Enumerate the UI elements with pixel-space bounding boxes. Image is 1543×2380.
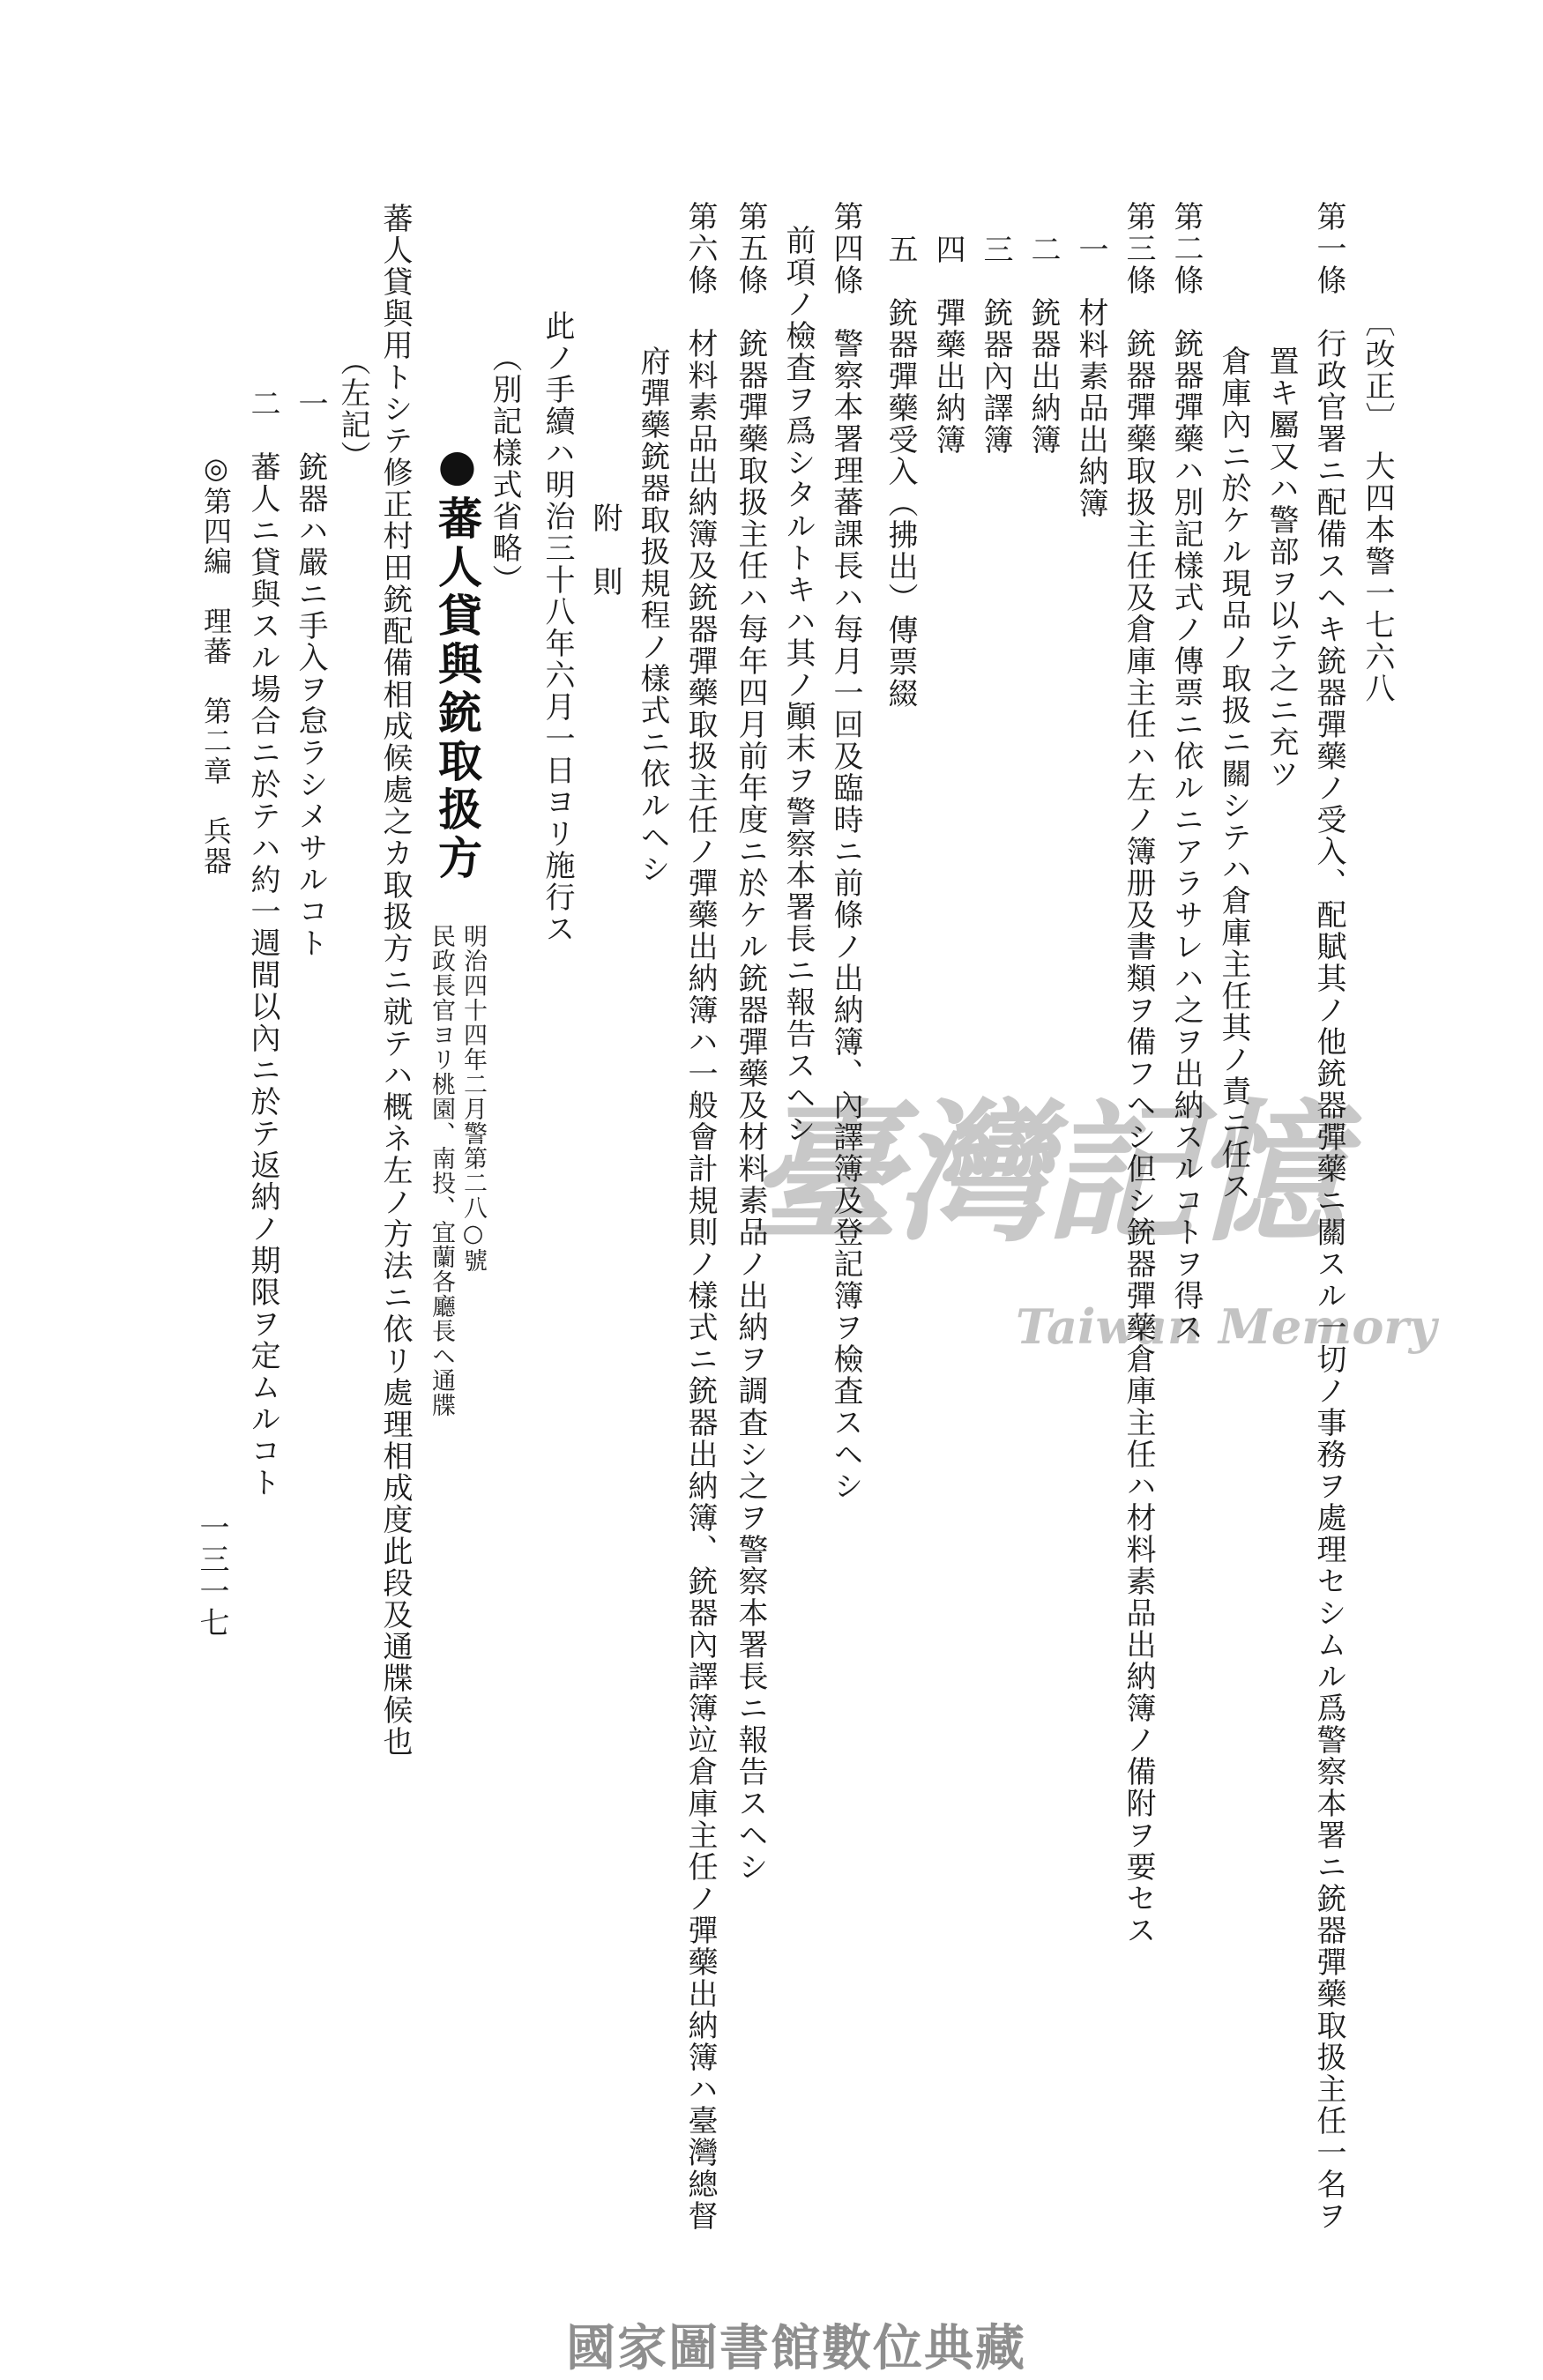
left-note-label: （左記） [335,346,370,472]
article-6: 第六條 材料素品出納簿及銃器彈藥取扱主任ノ彈藥出納簿ハ一般會計規則ノ樣式ニ銃器出納簿、銃器內譯簿竝倉庫主任ノ彈藥出納簿ハ臺灣總督 [682,201,718,2232]
page-number: 一三一七 [194,1512,229,1639]
article-6-cont: 府彈藥銃器取扱規程ノ樣式ニ依ルヘシ [635,346,670,885]
article-3: 第三條 銃器彈藥取扱主任及倉庫主任ハ左ノ簿册及書類ヲ備フヘシ但シ銃器彈藥倉庫主任ハ材料素品出納簿ノ備附ヲ要セス [1121,201,1156,1946]
article-2: 第二條 銃器彈藥ハ別記樣式ノ傳票ニ依ルニアラサレハ之ヲ出納スルコトヲ得ス [1168,201,1204,1343]
edition-label: ◎第四編 理蕃 第二章 兵器 [199,451,233,876]
list-item-3: 三 銃器內譯簿 [978,234,1013,456]
article-4-para2: 前項ノ檢査ヲ爲シタルトキハ其ノ顚末ヲ警察本署長ニ報告スヘシ [780,225,816,1145]
section-heading: ●蕃人貸與銃取扱方 [431,439,483,883]
article-1: 第一條 行政官署ニ配備スヘキ銃器彈藥ノ受入、配賦其ノ他銃器彈藥ニ關スル一切ノ事務ヲ處理セシムル爲警察本署ニ銃器彈藥取扱主任一名ヲ [1311,201,1346,2232]
body-text: 蕃人貸與用トシテ修正村田銃配備相成候處之カ取扱方ニ就テハ概ネ左ノ方法ニ依リ處理相成度此段及通牒候也 [377,203,413,1758]
list-item-4: 四 彈藥出納簿 [930,234,965,456]
watermark-latin-text: Taiwan Memory [1016,1298,1437,1355]
article-1-para2: 倉庫內ニ於ケル現品ノ取扱ニ關シテハ倉庫主任其ノ責ニ任ス [1216,346,1251,1202]
supplementary-heading: 附 則 [587,502,622,598]
article-4: 第四條 警察本署理蕃課長ハ每月一回及臨時ニ前條ノ出納簿、內譯簿及登記簿ヲ檢査スヘシ [828,201,863,1502]
footer-label: 國家圖書館數位典藏 [566,2320,1026,2377]
list-item-2: 二 銃器出納簿 [1025,234,1061,456]
supplementary-text: 此ノ手續ハ明治三十八年六月一日ヨリ施行ス [540,310,575,945]
article-1-cont: 置キ屬又ハ警部ヲ以テ之ニ充ツ [1263,346,1299,790]
article-5: 第五條 銃器彈藥取扱主任ハ每年四月前年度ニ於ケル銃器彈藥及材料素品ノ出納ヲ調査シ之ヲ警察本署長ニ報告スヘシ [733,201,768,1883]
list-item-1: 一 材料素品出納簿 [1073,234,1108,519]
watermark-cjk-text: 臺灣記憶 [748,1083,1340,1262]
method-item-2: 二 蕃人ニ貸與スル場合ニ於テハ約一週間以內ニ於テ返納ノ期限ヲ定ムルコト [245,388,280,1499]
list-item-5: 五 銃器彈藥受入（拂出）傳票綴 [883,234,918,710]
revision-note: 〔改正〕 大四本警一七六八 [1360,307,1395,704]
method-item-1: 一 銃器ハ嚴ニ手入ヲ怠ラシメサルコト [293,388,328,959]
annotation-number: 明治四十四年二月警第二八○號 [459,924,487,1273]
form-omitted-note: （別記樣式省略） [487,342,522,596]
annotation-recipients: 民政長官ヨリ桃園、南投、宜蘭各廳長ヘ通牒 [428,924,455,1417]
